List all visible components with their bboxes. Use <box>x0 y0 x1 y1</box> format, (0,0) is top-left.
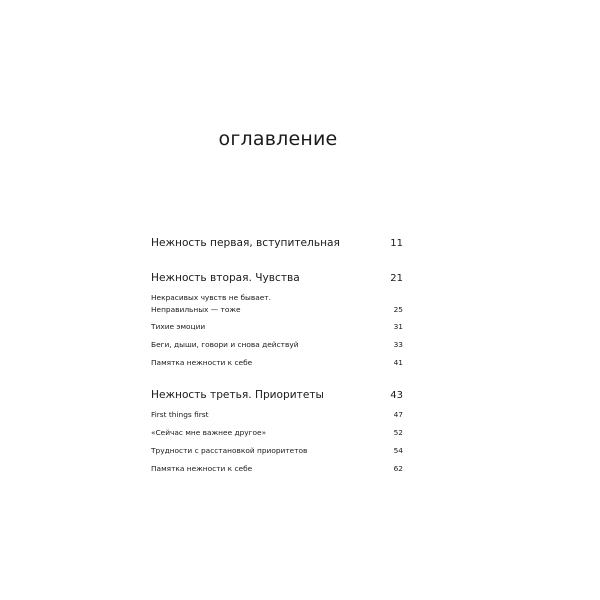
toc-entry-title: Нежность третья. Приоритеты <box>151 389 324 401</box>
toc-subentry-title-line2: Неправильных — тоже <box>151 305 241 314</box>
toc-subentry-page: 31 <box>393 322 403 331</box>
toc-subentry[interactable] <box>151 428 403 437</box>
toc-subentry[interactable] <box>151 322 403 331</box>
toc-subentry-page: 33 <box>393 340 403 349</box>
toc-subentry-title: Памятка нежности к себе <box>151 358 253 367</box>
toc-subentry[interactable] <box>151 358 403 367</box>
toc-subentry-page: 47 <box>393 410 403 419</box>
toc-subentry-title: Трудности с расстановкой приоритетов <box>151 446 308 455</box>
toc-subentry-page: 54 <box>393 446 403 455</box>
toc-subentry[interactable] <box>151 464 403 473</box>
toc-entry-part1[interactable] <box>151 237 403 249</box>
toc-subentry-page: 41 <box>393 358 403 367</box>
toc-entry-title: Нежность первая, вступительная <box>151 237 340 249</box>
toc-subentry-title: «Сейчас мне важнее другое» <box>151 428 267 437</box>
toc-subentry-title: Беги, дыши, говори и снова действуй <box>151 340 299 349</box>
toc-entry-page: 21 <box>390 273 403 284</box>
toc-subentry-title: First things first <box>151 410 209 419</box>
toc-subentry-title: Тихие эмоции <box>151 322 206 331</box>
toc-entry-page: 11 <box>390 238 403 249</box>
toc-subentry-page: 25 <box>393 305 403 314</box>
toc-subentry[interactable] <box>151 293 403 302</box>
toc-subentry-title-line1: Некрасивых чувств не бывает. <box>151 293 271 302</box>
page-title: оглавление <box>218 128 338 150</box>
toc-subentry[interactable] <box>151 305 403 314</box>
toc-entry-page: 43 <box>390 390 403 401</box>
toc-subentry-title: Памятка нежности к себе <box>151 464 253 473</box>
toc-subentry-page: 52 <box>393 428 403 437</box>
toc-subentry[interactable] <box>151 340 403 349</box>
toc-entry-part3[interactable] <box>151 389 403 401</box>
toc-subentry[interactable] <box>151 410 403 419</box>
toc-entry-part2[interactable] <box>151 272 403 284</box>
toc-entry-title: Нежность вторая. Чувства <box>151 272 300 284</box>
toc-subentry-page: 62 <box>393 464 403 473</box>
toc-subentry[interactable] <box>151 446 403 455</box>
